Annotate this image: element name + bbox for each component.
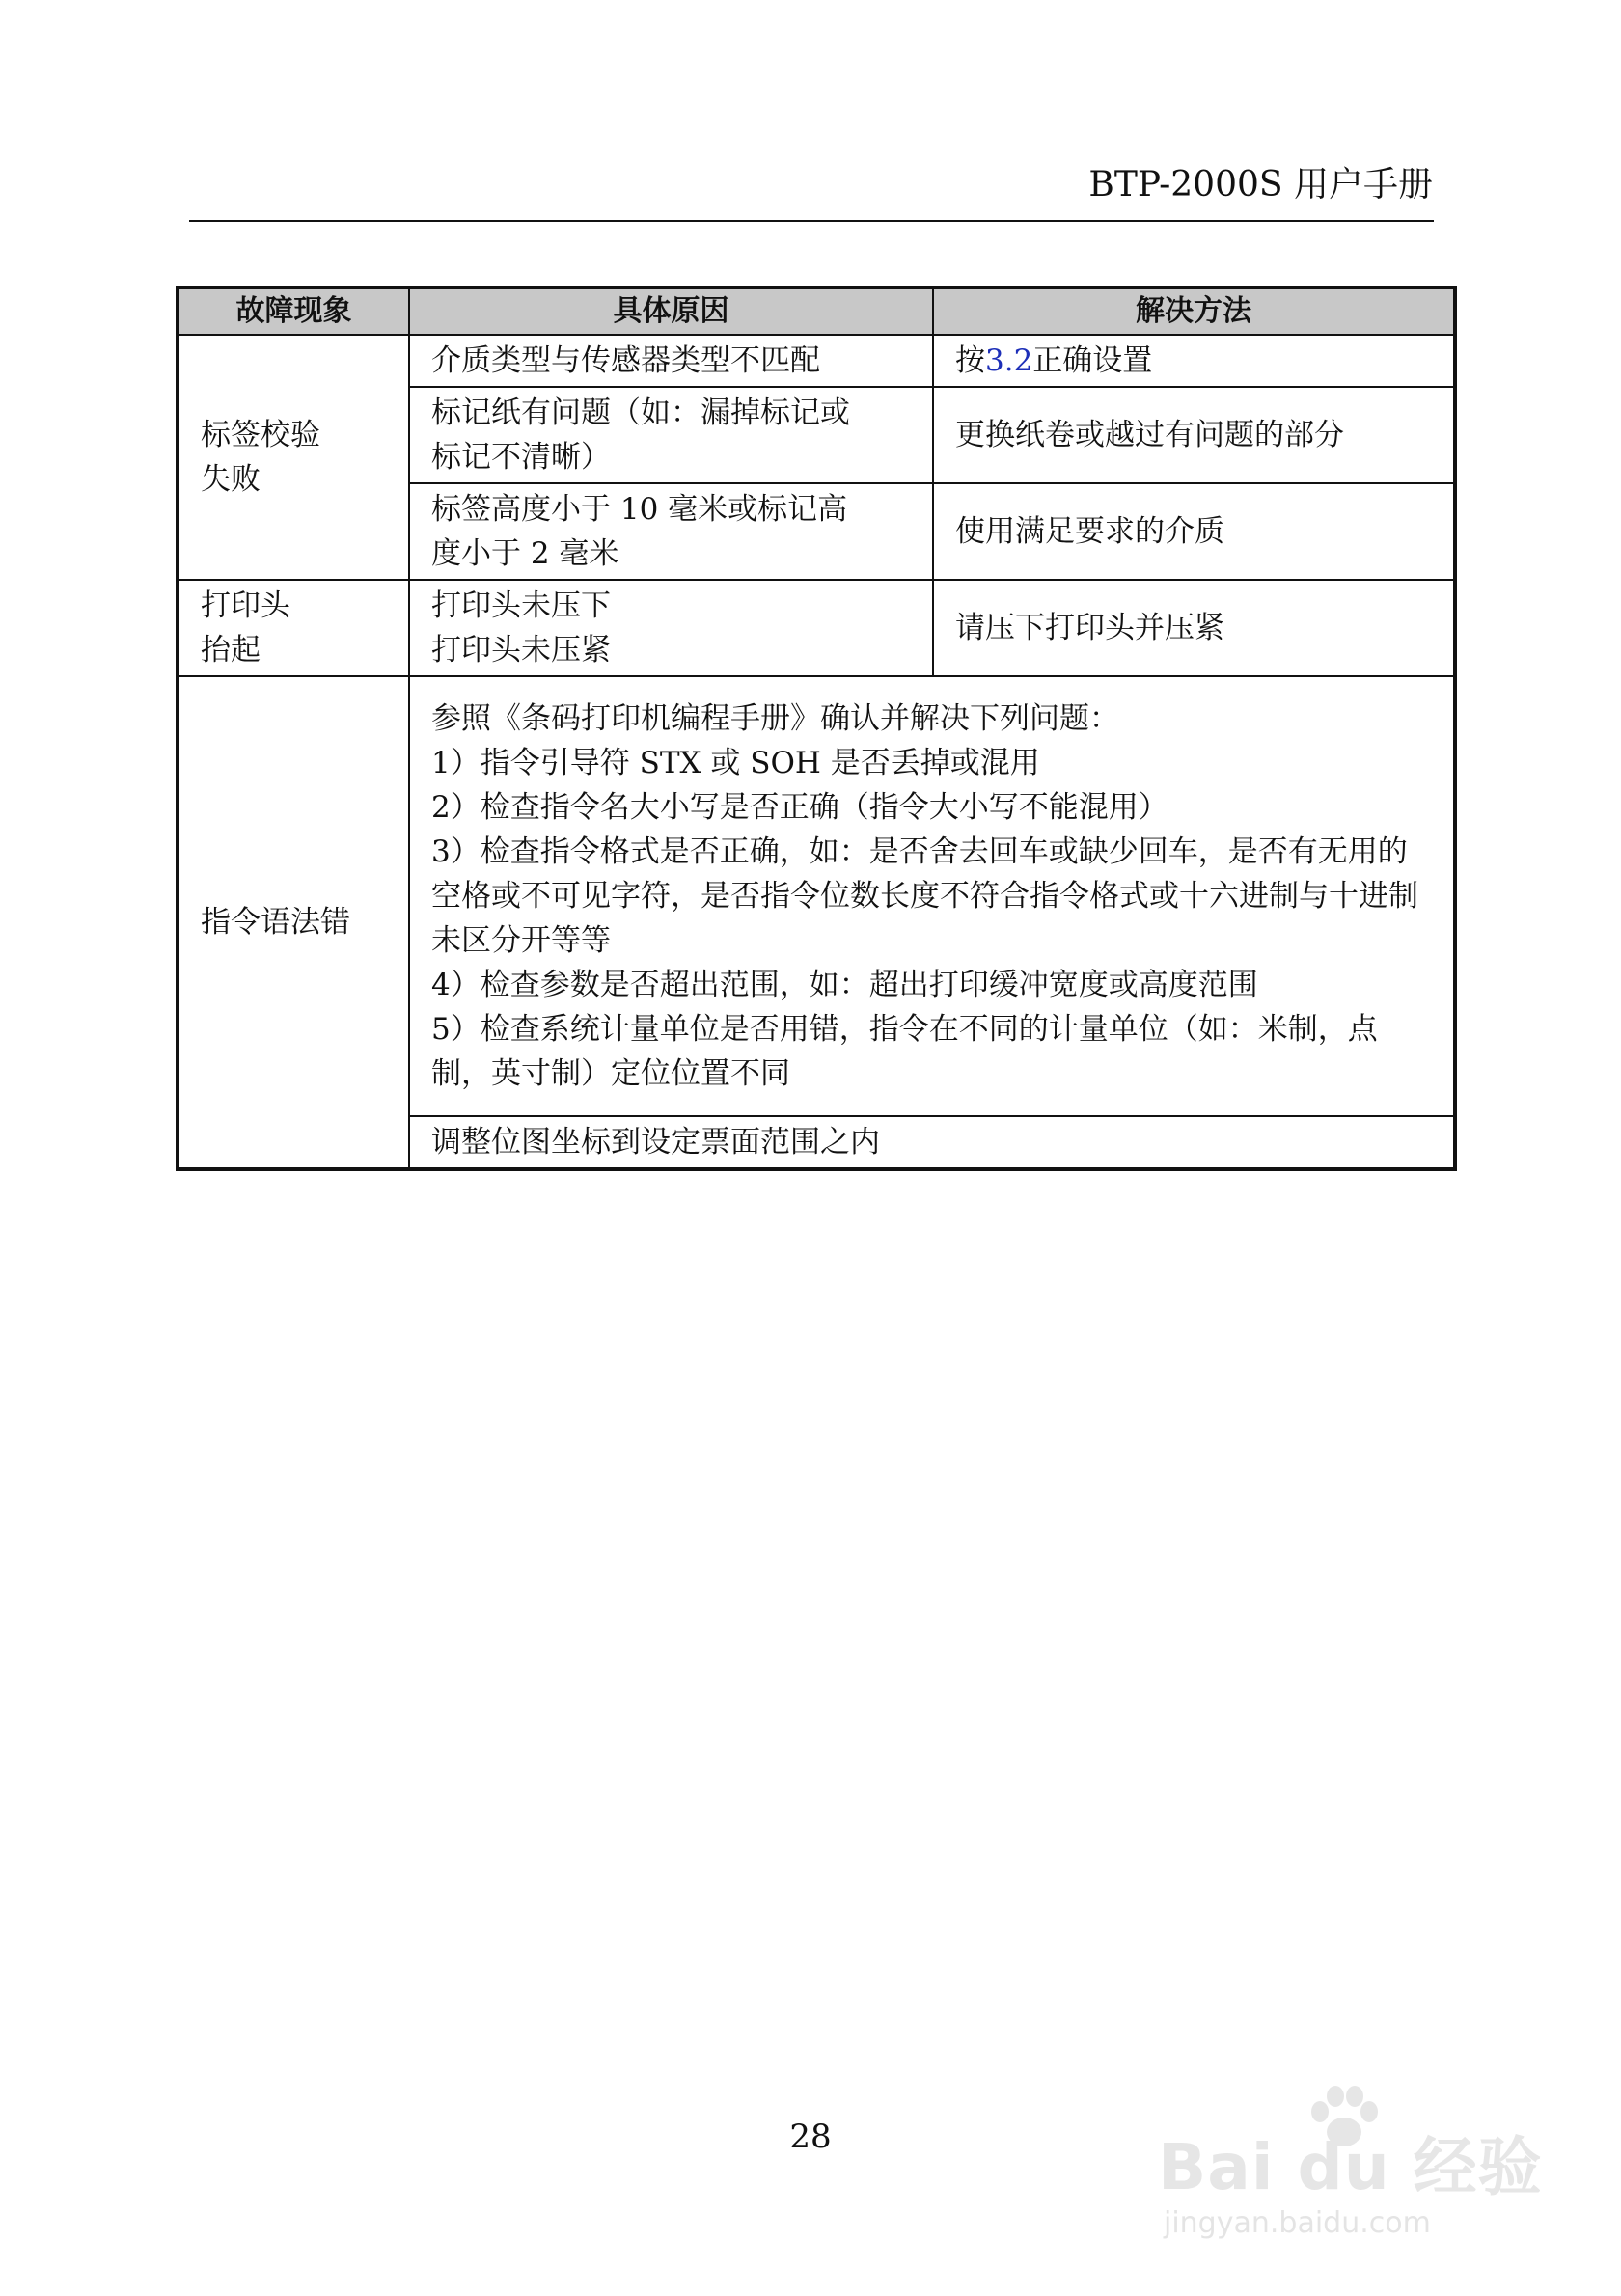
cause-cell	[409, 580, 933, 676]
watermark	[1158, 2108, 1563, 2253]
solution-text: 使用满足要求的介质	[955, 514, 1224, 549]
symptom-cell	[178, 676, 409, 1169]
table-header-row	[178, 287, 1455, 335]
cause-text: 介质类型与传感器类型不匹配	[431, 343, 820, 378]
solution-suffix: 正确设置	[1032, 343, 1153, 378]
watermark-url: jingyan.baidu.com	[1164, 2206, 1431, 2240]
symptom-text: 打印头 抬起	[201, 588, 290, 668]
table-row	[178, 676, 1455, 1116]
solution-cell	[933, 580, 1455, 676]
cause-cell	[409, 335, 933, 387]
solution-cell	[933, 483, 1455, 580]
page-number: 28	[789, 2118, 832, 2156]
cause-text: 调整位图坐标到设定票面范围之内	[431, 1125, 880, 1160]
solution-prefix: 按	[955, 343, 985, 378]
cause-text: 标签高度小于 10 毫米或标记高 度小于 2 毫米	[431, 492, 848, 571]
header-title: BTP-2000S 用户手册	[1088, 165, 1433, 205]
table-row	[178, 580, 1455, 676]
solution-text: 请压下打印头并压紧	[955, 611, 1224, 645]
column-header-solution: 解决方法	[933, 287, 1455, 335]
cause-cell	[409, 387, 933, 483]
solution-cell	[933, 387, 1455, 483]
column-header-cause: 具体原因	[409, 287, 933, 335]
symptom-cell	[178, 335, 409, 580]
solution-text: 更换纸卷或越过有问题的部分	[955, 418, 1344, 452]
watermark-logo: Bai du 经验	[1158, 2130, 1543, 2204]
cause-text: 标记纸有问题（如：漏掉标记或 标记不清晰）	[431, 396, 850, 475]
solution-cell	[933, 335, 1455, 387]
cause-cell-wide	[409, 676, 1455, 1116]
section-reference-link[interactable]: 3.2	[985, 343, 1033, 378]
cause-cell-wide	[409, 1116, 1455, 1169]
cause-text: 参照《条码打印机编程手册》确认并解决下列问题： 1）指令引导符 STX 或 SOH 是否丢掉或混用 2）检查指令名大小写是否正确（指令大小写不能混用） 3）检查指令格式是否正确，如：是否舍去回车或缺少回车，是否有无用的空格或不可见字符，是否指令位数长度不符合指令格式或十六进制与十进制未区分开等等 4）检查参数是否超出范围，如：超出打印缓冲宽度或高度范围 5）检查系统计量单位是否用错，指令在不同的计量单位（如：米制，点制，英寸制）定位位置不同	[431, 701, 1418, 1091]
header-rule	[189, 220, 1434, 222]
column-header-symptom: 故障现象	[178, 287, 409, 335]
symptom-cell	[178, 580, 409, 676]
fault-table	[176, 286, 1457, 1171]
symptom-text: 标签校验 失败	[201, 418, 320, 497]
symptom-text: 指令语法错	[201, 905, 350, 940]
cause-text: 打印头未压下 打印头未压紧	[431, 588, 611, 668]
table-row	[178, 335, 1455, 387]
cause-cell	[409, 483, 933, 580]
